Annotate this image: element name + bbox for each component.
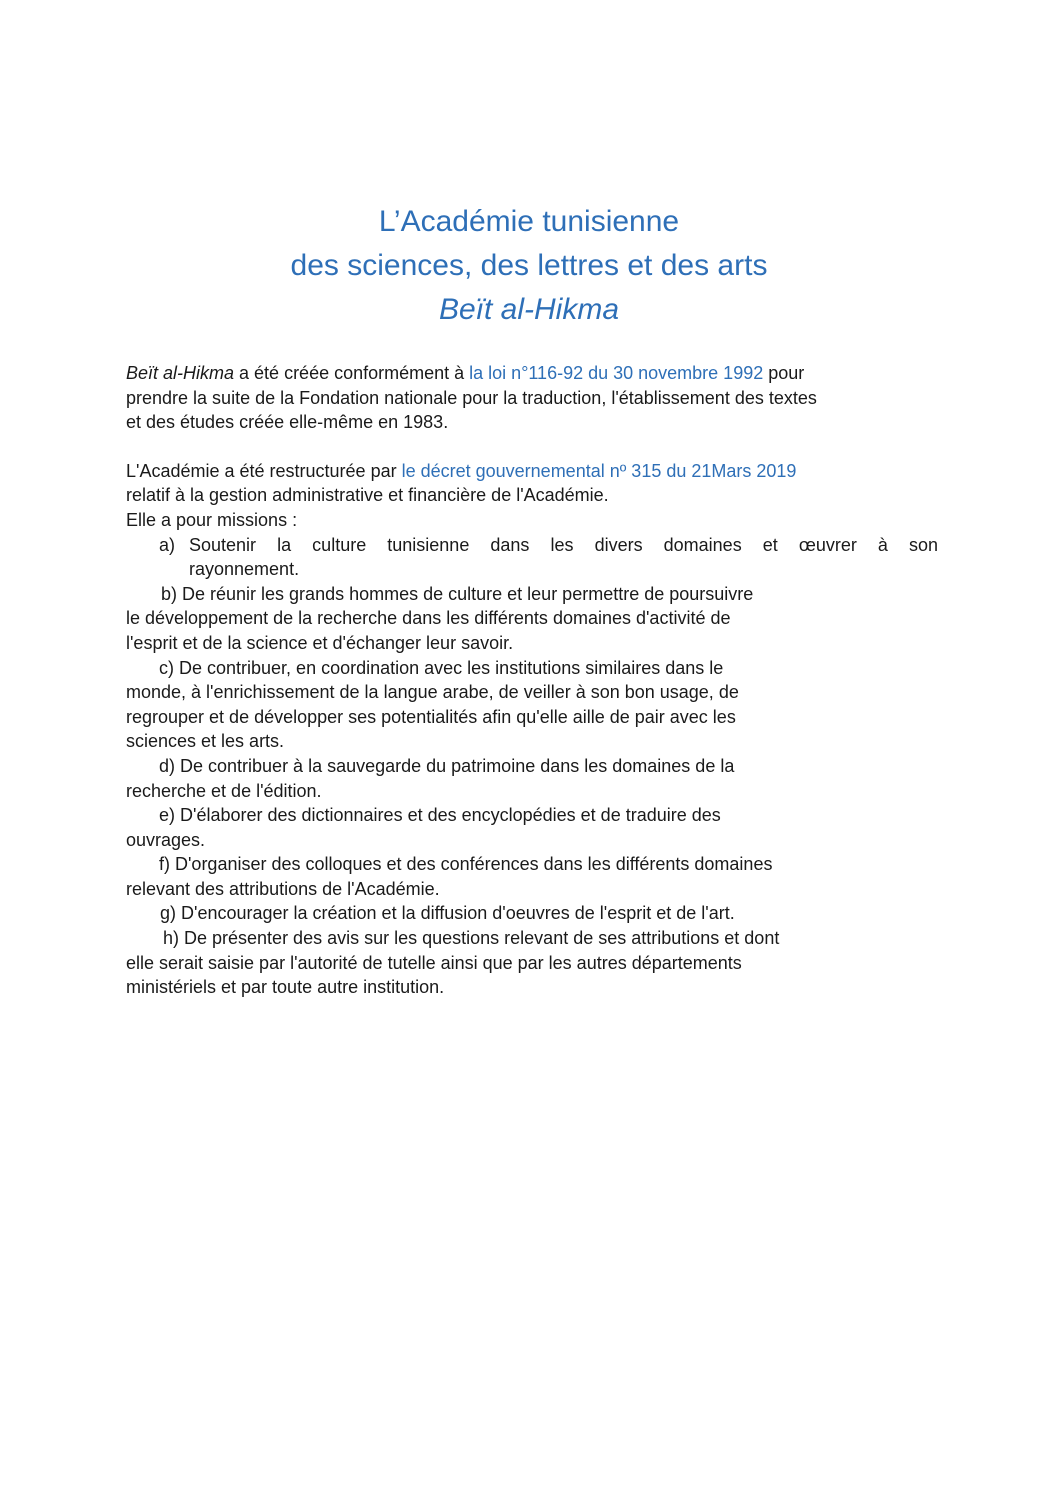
mission-h-line-2: elle serait saisie par l'autorité de tutelle ainsi que par les autres départements bbox=[126, 952, 742, 973]
intro-line-2: prendre la suite de la Fondation nationale pour la traduction, l'établissement des textes bbox=[126, 387, 817, 408]
restructure-text-1: L'Académie a été restructurée par bbox=[126, 460, 402, 481]
mission-f-line-1: f) D'organiser des colloques et des conférences dans les différents domaines bbox=[159, 854, 773, 875]
title-line-2: des sciences, des lettres et des arts bbox=[290, 249, 768, 282]
mission-a-line-2: rayonnement. bbox=[189, 559, 300, 580]
title-line-3: Beït al-Hikma bbox=[438, 293, 620, 326]
mission-f-line-2: relevant des attributions de l'Académie. bbox=[126, 878, 440, 899]
law-link[interactable]: la loi n°116-92 du 30 novembre 1992 bbox=[469, 363, 764, 383]
intro-line-1 bbox=[126, 361, 938, 386]
intro-line-3: et des études créée elle-même en 1983. bbox=[126, 412, 449, 433]
intro-text-1: a été créée conformément à bbox=[234, 363, 470, 383]
paragraph-gap bbox=[126, 435, 938, 459]
title-line-1: L’Académie tunisienne bbox=[378, 205, 680, 238]
mission-a-content bbox=[189, 533, 938, 582]
mission-h-line-3: ministériels et par toute autre institution. bbox=[126, 977, 445, 998]
mission-a-line-1: Soutenir la culture tunisienne dans les divers domaines et œuvrer à son bbox=[189, 534, 938, 555]
decree-link[interactable]: le décret gouvernemental nº 315 du 21Mars 2019 bbox=[401, 460, 797, 481]
mission-c-line-1: c) De contribuer, en coordination avec les institutions similaires dans le bbox=[159, 657, 724, 678]
restructure-line-2: relatif à la gestion administrative et financière de l'Académie. bbox=[126, 485, 609, 506]
intro-text-2: pour bbox=[763, 363, 805, 383]
document-body bbox=[126, 361, 938, 1000]
mission-e-line-1: e) D'élaborer des dictionnaires et des encyclopédies et de traduire des bbox=[159, 805, 721, 826]
mission-b-line-2: le développement de la recherche dans les différents domaines d'activité de bbox=[126, 608, 731, 629]
missions-heading: Elle a pour missions : bbox=[126, 509, 298, 530]
mission-h-line-1: h) De présenter des avis sur les questions relevant de ses attributions et dont bbox=[163, 928, 780, 949]
mission-a bbox=[126, 533, 938, 582]
mission-c-line-4: sciences et les arts. bbox=[126, 731, 285, 752]
mission-b-line-1: b) De réunir les grands hommes de culture et leur permettre de poursuivre bbox=[161, 583, 754, 604]
mission-c-line-2: monde, à l'enrichissement de la langue arabe, de veiller à son bon usage, de bbox=[126, 682, 739, 703]
mission-g-line-1: g) D'encourager la création et la diffusion d'oeuvres de l'esprit et de l'art. bbox=[160, 903, 735, 924]
mission-d-line-2: recherche et de l'édition. bbox=[126, 780, 322, 801]
mission-d-line-1: d) De contribuer à la sauvegarde du patrimoine dans les domaines de la bbox=[159, 755, 735, 776]
mission-a-marker: a) bbox=[159, 534, 176, 555]
mission-e-line-2: ouvrages. bbox=[126, 829, 206, 850]
document-title bbox=[0, 200, 1058, 332]
intro-name: Beït al-Hikma bbox=[126, 363, 235, 383]
mission-b-line-3: l'esprit et de la science et d'échanger leur savoir. bbox=[126, 632, 514, 653]
mission-c-line-3: regrouper et de développer ses potentialités afin qu'elle aille de pair avec les bbox=[126, 706, 736, 727]
restructure-line-1 bbox=[126, 459, 938, 484]
